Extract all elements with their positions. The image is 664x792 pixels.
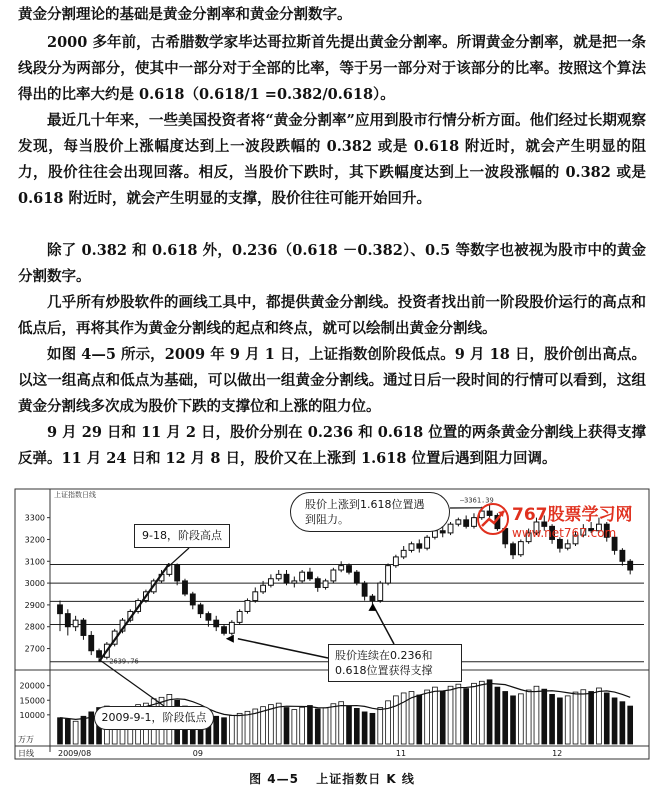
volume-bar [550,694,555,744]
paragraph-4: 除了 0.382 和 0.618 外，0.236（0.618 －0.382）、0.5 等数字也被视为股市中的黄金分割数字。 [18,242,646,285]
volume-bar [393,696,398,744]
y-tick-label: 2700 [24,644,45,654]
chart-title-label: 上证指数日线 [54,491,96,499]
volume-bar [58,718,63,744]
candle-body [409,544,414,551]
watermark [476,500,646,560]
volume-bar [417,695,422,744]
low-value-label: —2639.76 [105,657,139,666]
volume-bar [542,689,547,744]
volume-bar [565,696,570,744]
x-tick-label: 2009/08 [58,749,92,758]
x-tick-label: 09 [192,749,203,758]
volume-bar [456,684,461,744]
candle-body [65,614,70,627]
volume-bar [573,692,578,744]
candle-body [393,557,398,566]
candle-body [206,614,211,621]
volume-bar [214,716,219,744]
candle-body [628,561,633,570]
volume-tick-label: 20000 [19,681,45,691]
candle-body [190,594,195,605]
candle-body [401,550,406,557]
candle-body [300,572,305,581]
volume-bar [479,681,484,744]
volume-bar [464,689,469,744]
paragraph-6: 如图 4—5 所示，2009 年 9 月 1 日，上证指数创阶段低点。9 月 18 日，股价创出高点。以这一组高点和低点为基础，可以做出一组黄金分割线。通过日后一段时间的行情可以看到，这组黄金分割线多次成为股价下跌的支撑位和上涨的阻力位。 [18,346,646,415]
caption-number: 图 4—5 [249,772,300,786]
footer-period-label: 日线 [18,749,34,758]
volume-bar [526,690,531,744]
candle-body [268,579,273,586]
volume-bar [597,688,602,744]
candle-body [308,572,313,579]
callout-support: 股价连续在0.236和0.618位置获得支撑 [328,644,462,682]
paragraph-1: 黄金分割理论的基础是黄金分割率和黄金分割数字。 [18,6,352,23]
candle-body [81,620,86,635]
volume-bar [557,698,562,744]
watermark-url: www.net767.com [512,526,617,540]
candle-body [214,620,219,627]
volume-bar [432,687,437,744]
candle-body [198,605,203,614]
volume-bar [589,692,594,745]
volume-bar [300,707,305,744]
volume-bar [518,694,523,744]
callout-low: 2009-9-1，阶段低点 [94,706,214,730]
callout-high: 9-18，阶段高点 [134,524,230,548]
chart-logo-icon [476,502,510,536]
caption-title: 上证指数日 K 线 [316,772,415,786]
volume-bar [362,712,367,744]
volume-bar [331,704,336,744]
volume-bar [472,683,477,744]
candle-body [237,611,242,622]
candle-body [425,537,430,548]
volume-bar [378,708,383,744]
candle-body [292,581,297,583]
candle-body [331,570,336,581]
candle-body [89,635,94,650]
figure-caption [0,770,664,787]
candle-body [261,585,266,592]
y-tick-label: 2800 [24,622,45,632]
y-tick-label: 2900 [24,600,45,610]
volume-bar [268,705,273,744]
volume-bar [581,690,586,744]
volume-bar [448,686,453,744]
candle-body [362,583,367,596]
candle-body [315,579,320,588]
paragraph-3: 最近几十年来，一些美国投资者将“黄金分割率”应用到股市行情分析方面。他们经过长期观察发现，每当股价上涨幅度达到上一波段跌幅的 0.382 或是 0.618 附近时，就会产生明显的阻力，股价往往会出现回落。相反，当股价下跌时，其下跌幅度达到上一波段涨幅的 0.382 或是 0.618 附近时，就会产生明显的支撑，股价往往可能开始回升。 [18,112,646,207]
candle-body [456,520,461,524]
candle-body [229,622,234,633]
candle-body [354,572,359,583]
candle-body [386,566,391,583]
candle-body [73,620,78,627]
candle-body [370,596,375,600]
paragraph-5: 几乎所有炒股软件的画线工具中，都提供黄金分割线。投资者找出前一阶段股价运行的高点和低点后，再将其作为黄金分割线的起点和终点，就可以绘制出黄金分割线。 [18,294,646,337]
volume-bar [354,708,359,744]
volume-bar [425,690,430,744]
volume-bar [620,702,625,744]
y-tick-label: 3100 [24,557,45,567]
paragraph-2: 2000 多年前，古希腊数学家毕达哥拉斯首先提出黄金分割率。所谓黄金分割率，就是把一条线段分为两部分，使其中一部分对于全部的比率，等于另一部分对于该部分的比率。按照这个算法得出的比率大约是 0.618（0.618/1 =0.382/0.618）。 [18,34,646,103]
candle-body [245,601,250,612]
volume-bar [65,719,70,744]
volume-unit-label: 万万 [18,735,34,744]
candle-body [440,531,445,533]
paragraph-7: 9 月 29 日和 11 月 2 日，股价分别在 0.236 和 0.618 位置的两条黄金分割线上获得支撑反弹。11 月 24 日和 12 月 8 日，股价又在上涨到 1.618 位置后遇到阻力回调。 [18,424,646,467]
candle-body [339,566,344,570]
candle-body [284,574,289,583]
candle-body [378,583,383,600]
candle-body [417,544,422,548]
volume-bar [292,710,297,744]
volume-bar [339,702,344,744]
volume-bar [308,706,313,745]
volume-bar [440,691,445,744]
volume-bar [347,706,352,744]
y-tick-label: 3300 [24,513,45,523]
volume-bar [534,686,539,744]
volume-tick-label: 15000 [19,696,45,706]
volume-bar [73,721,78,744]
candle-body [175,565,180,581]
volume-bar [495,687,500,744]
volume-bar [487,680,492,744]
candle-body [464,520,469,527]
volume-bar [261,707,266,744]
volume-tick-label: 10000 [19,710,45,720]
volume-bar [323,708,328,744]
candle-body [183,581,188,594]
candle-body [323,581,328,588]
volume-bar [503,692,508,745]
volume-bar [628,706,633,744]
watermark-brand: 767股票学习网 [512,505,633,525]
volume-bar [222,718,227,744]
candle-body [253,592,258,601]
y-tick-label: 3000 [24,579,45,589]
x-tick-label: 11 [395,749,407,758]
volume-bar [612,698,617,744]
peak-value-label: —3361.39 [459,496,494,505]
volume-bar [370,713,375,744]
candle-body [276,574,281,578]
candle-body [222,627,227,634]
volume-bar [81,716,86,744]
volume-bar [604,693,609,744]
y-tick-label: 3200 [24,535,45,545]
volume-bar [315,709,320,744]
volume-bar [276,703,281,744]
volume-bar [229,715,234,744]
candle-body [97,651,102,658]
x-tick-label: 12 [552,749,563,758]
volume-bar [245,711,250,744]
callout-resistance: 股价上涨到1.618位置遇到阻力。 [290,492,450,532]
candle-body [58,605,63,614]
candle-body [347,566,352,573]
volume-bar [511,696,516,744]
candle-body [448,524,453,533]
volume-bar [237,713,242,744]
volume-bar [284,708,289,744]
